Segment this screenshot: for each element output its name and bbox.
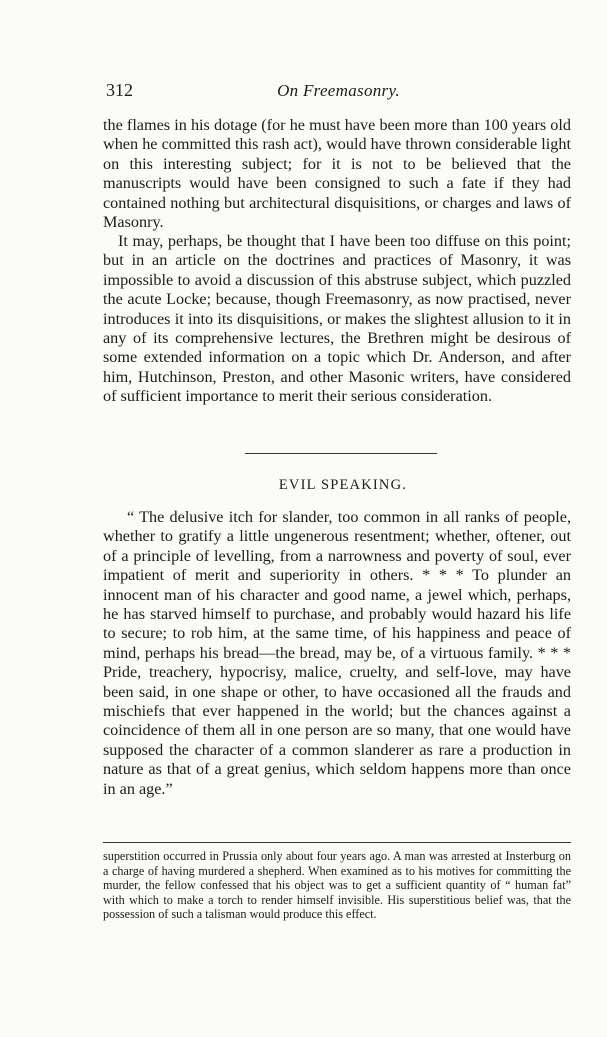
footnote bbox=[103, 849, 571, 922]
continued-paragraph bbox=[103, 116, 571, 232]
footnote-text: superstition occurred in Prussia only about four years ago. A man was arrested at Insterburg on a charge of having murdered a shepherd. When examined as to his motives for committing the murder, the fellow confessed that his object was to get a sufficient quantity of “ human fat” with which to make a torch to render himself invisible. His superstitious belief was, that the possession of such a talisman would produce this effect. bbox=[103, 849, 571, 922]
footnote-divider bbox=[103, 842, 571, 843]
page-header bbox=[106, 80, 571, 104]
section-divider bbox=[245, 453, 437, 454]
paragraph-text: It may, perhaps, be thought that I have been too diffuse on this point; but in an article on the doctrines and practices of Masonry, it was impossible to avoid a discussion of this abstruse subject, which puzzled the acute Locke; because, though Freemasonry, as now practised, never introduces it into its disquisitions, or makes the slightest allusion to it in any of its comprehensive lectures, the Brethren might be desirous of some extended information on a topic which Dr. Anderson, and after him, Hutchinson, Preston, and other Masonic writers, have considered of sufficient importance to merit their serious consideration. bbox=[103, 232, 571, 406]
quotation-text: “ The delusive itch for slander, too common in all ranks of people, whether to gratify a little ungenerous resentment; whether, oftener, out of a principle of levelling, from a narrowness and poverty of soul, ever impatient of merit and superiority in others. * * * To plunder an innocent man of his character and good name, a jewel which, perhaps, he has starved himself to purchase, and probably would hazard his life to secure; to rob him, at the same time, of his happiness and peace of mind, perhaps his bread—the bread, may be, of a virtuous family. * * * Pride, treachery, hypocrisy, malice, cruelty, and self-love, may have been said, in one shape or other, to have occasioned all the frauds and mischiefs that ever happened in the world; but the chances against a coincidence of them all in one person are so many, that one would have supposed the character of a common slanderer as rare a production in nature as that of a great genius, which seldom happens more than once in an age.” bbox=[103, 508, 571, 798]
paragraph-text: the flames in his dotage (for he must have been more than 100 years old when he committed this rash act), would have thrown considerable light on this interesting subject; for it is not to be believed that the manuscripts would have been consigned to such a fate if they had contained nothing but architectural disquisitions, or charges and laws of Masonry. bbox=[103, 116, 571, 232]
page-number: 312 bbox=[106, 80, 133, 100]
section-quotation bbox=[103, 508, 571, 799]
paragraph bbox=[103, 232, 571, 407]
running-title: On Freemasonry. bbox=[277, 81, 400, 100]
section-heading: EVIL SPEAKING. bbox=[278, 477, 408, 493]
